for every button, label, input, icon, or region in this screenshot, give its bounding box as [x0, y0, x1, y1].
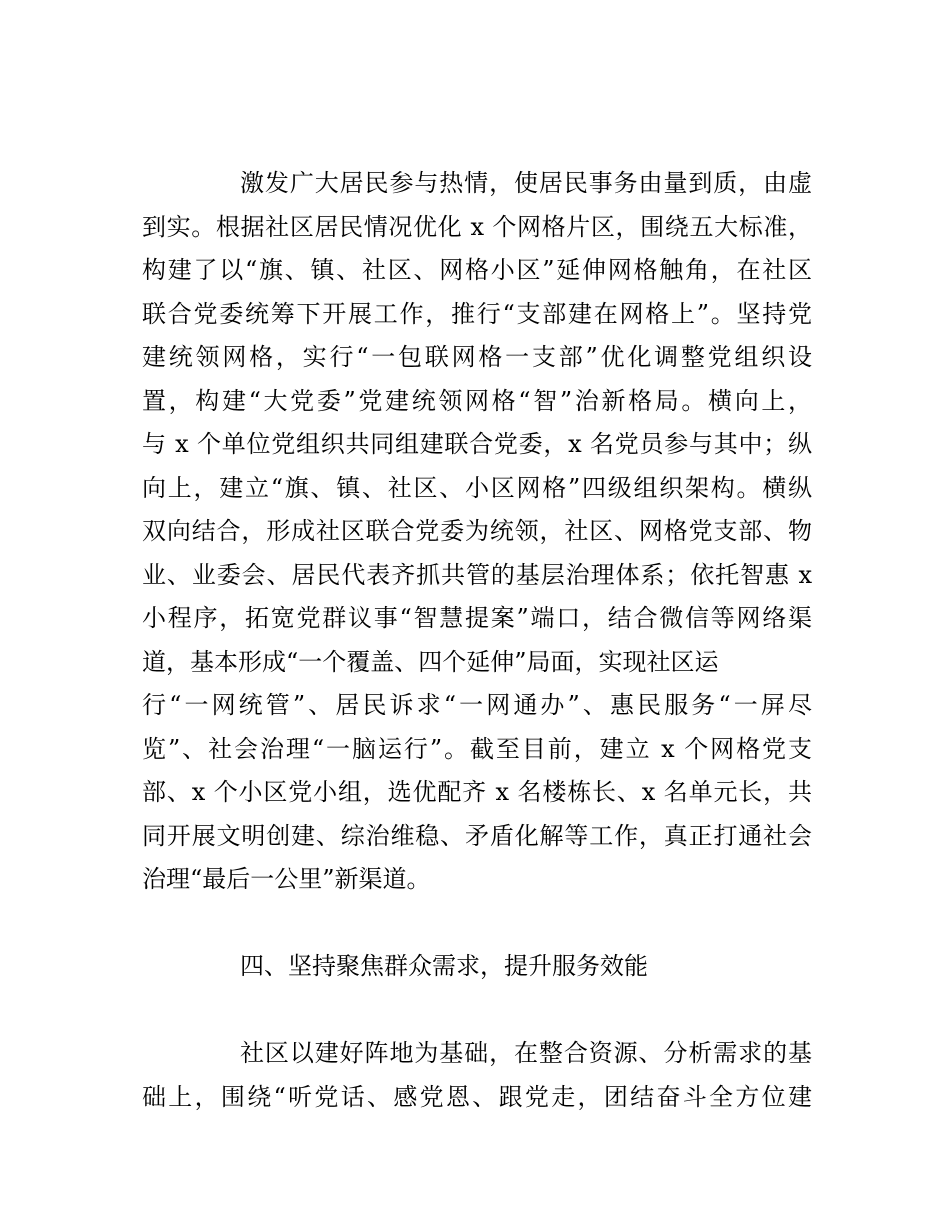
- paragraph-1-line-4: 联合党委统筹下开展工作，推行“支部建在网格上”。坚持党: [142, 300, 812, 328]
- paragraph-1-line-1: 激发广大居民参与热情，使居民事务由量到质，由虚: [240, 169, 812, 197]
- section-heading: 四、坚持聚焦群众需求，提升服务效能: [240, 952, 648, 980]
- paragraph-2-line-1: 社区以建好阵地为基础，在整合资源、分析需求的基: [240, 1039, 812, 1067]
- paragraph-1-line-9: 双向结合，形成社区联合党委为统领，社区、网格党支部、物: [142, 517, 812, 545]
- paragraph-1-line-10: 业、业委会、居民代表齐抓共管的基层治理体系；依托智惠 x: [142, 561, 812, 589]
- paragraph-1-line-17: 治理“最后一公里”新渠道。: [142, 865, 431, 893]
- paragraph-1-line-5: 建统领网格，实行“一包联网格一支部”优化调整党组织设: [142, 343, 812, 371]
- paragraph-1-line-8: 向上，建立“旗、镇、社区、小区网格”四级组织架构。横纵: [142, 474, 812, 502]
- paragraph-1-line-2: 到实。根据社区居民情况优化 x 个网格片区，围绕五大标准，: [142, 213, 812, 241]
- paragraph-1-line-16: 同开展文明创建、综治维稳、矛盾化解等工作，真正打通社会: [142, 822, 812, 850]
- paragraph-1-line-15: 部、x 个小区党小组，选优配齐 x 名楼栋长、x 名单元长，共: [142, 778, 812, 806]
- paragraph-2-line-2: 础上，围绕“听党话、感党恩、跟党走，团结奋斗全方位建: [142, 1083, 812, 1111]
- paragraph-1-line-13: 行“一网统管”、居民诉求“一网通办”、惠民服务“一屏尽: [142, 691, 812, 719]
- paragraph-1-line-11: 小程序，拓宽党群议事“智慧提案”端口，结合微信等网络渠: [142, 604, 812, 632]
- paragraph-1-line-12: 道，基本形成“一个覆盖、四个延伸”局面，实现社区运: [142, 648, 719, 676]
- paragraph-1-line-14: 览”、社会治理“一脑运行”。截至目前，建立 x 个网格党支: [142, 735, 812, 763]
- paragraph-1-line-6: 置，构建“大党委”党建统领网格“智”治新格局。横向上，: [142, 387, 812, 415]
- paragraph-1-line-7: 与 x 个单位党组织共同组建联合党委，x 名党员参与其中；纵: [142, 430, 812, 458]
- paragraph-1-line-3: 构建了以“旗、镇、社区、网格小区”延伸网格触角，在社区: [142, 256, 812, 284]
